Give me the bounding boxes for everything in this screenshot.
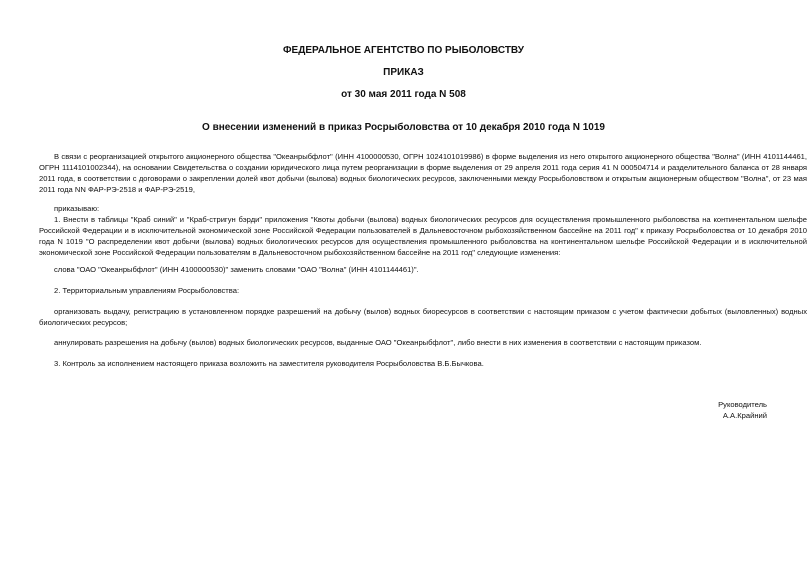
- signature-position: Руководитель: [718, 400, 767, 409]
- item-2-paragraph: 2. Территориальным управлениям Росрыболовства:: [54, 286, 240, 295]
- item-2a-paragraph: организовать выдачу, регистрацию в установленном порядке разрешений на добычу (вылов) водных биоресурсов в соответствии с настоящим приказом с учетом фактически добытых (выловленных) водных биологических ресурсов;: [39, 307, 807, 327]
- doc-title: О внесении изменений в приказ Росрыболовства от 10 декабря 2010 года N 1019: [202, 122, 605, 133]
- doc-date-number: от 30 мая 2011 года N 508: [341, 89, 466, 100]
- order-word: приказываю:: [54, 204, 100, 213]
- item-1-paragraph: 1. Внести в таблицы "Краб синий" и "Краб-стригун бэрди" приложения "Квоты добычи (вылова) водных биологических ресурсов для осуществления промышленного рыболовства на континентальном шельфе Российской Федерации и в исключительной экономической зоне Российской Федерации пользователей в Дальневосточном рыбохозяйственном бассейне на 2011 год" к приказу Росрыболовства от 10 декабря 2010 года N 1019 "О распределении квот добычи (вылова) водных биологических ресурсов для осуществления промышленного рыболовства на континентальном шельфе Российской Федерации и в исключительной экономической зоне Российской Федерации пользователям в Дальневосточном рыбохозяйственном бассейне на 2011 год" следующие изменения:: [39, 215, 807, 257]
- agency-heading: ФЕДЕРАЛЬНОЕ АГЕНТСТВО ПО РЫБОЛОВСТВУ: [283, 45, 524, 56]
- item-1-change: слова "ОАО "Океанрыбфлот" (ИНН 4100000530)" заменить словами "ОАО "Волна" (ИНН 4101144461)".: [54, 265, 419, 274]
- signature-name: А.А.Крайний: [722, 411, 767, 420]
- doc-type-heading: ПРИКАЗ: [383, 67, 424, 78]
- item-2b-paragraph: аннулировать разрешения на добычу (вылов) водных биологических ресурсов, выданные ОАО "Океанрыбфлот", либо внести в них изменения в соответствии с настоящим приказом.: [54, 338, 702, 347]
- preamble-paragraph: В связи с реорганизацией открытого акционерного общества "Океанрыбфлот" (ИНН 4100000530, ОГРН 1024101019986) в форме выделения из него открытого акционерного общества "Волна" (ИНН 4101144461, ОГРН 1114101002344), на основании Свидетельства о создании юридического лица путем реорганизации в форме выделения от 29 апреля 2011 года серия 41 N 000504714 и разделительного баланса от 28 января 2011 года, в соответствии с договорами о закреплении долей квот добычи (вылова) водных биологических ресурсов, заключенными между Росрыболовством и открытым акционерным обществом "Волна", от 23 мая 2011 года NN ФАР-РЭ-2518 и ФАР-РЭ-2519,: [39, 152, 807, 194]
- item-3-paragraph: 3. Контроль за исполнением настоящего приказа возложить на заместителя руководителя Росрыболовства В.Б.Бычкова.: [54, 359, 484, 368]
